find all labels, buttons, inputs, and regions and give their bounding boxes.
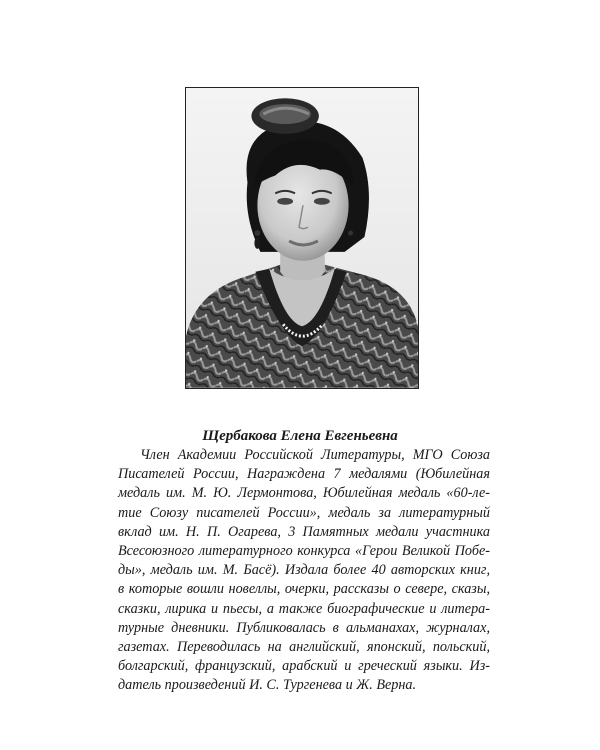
bio-line: Писателей России, Награждена 7 медалями (Юбилейная — [118, 466, 490, 483]
bio-line: ды», медаль им. М. Басё). Издала более 40 авторских книг, — [118, 562, 490, 579]
bio-line: тие Союзу писателей России», медаль за литературный — [118, 504, 490, 521]
bio-line: датель произведений И. С. Тургенева и Ж. Верна. — [118, 677, 417, 694]
bio-line: Всесоюзного литературного конкурса «Герои Великой Побе- — [118, 543, 490, 560]
bio-line: сказки, лирика и пьесы, а также биографические и литера- — [118, 600, 490, 617]
bio-line: болгарский, французский, арабский и греческий языки. Из- — [118, 658, 490, 675]
bio-line: Член Академии Российской Литературы, МГО Союза — [140, 447, 490, 463]
bio-line: в которые вошли новеллы, очерки, рассказы о севере, сказы, — [118, 581, 490, 598]
portrait-image — [186, 88, 418, 388]
author-name: Щербакова Елена Евгеньевна — [202, 428, 398, 444]
bio-line: вклад им. Н. П. Огарева, 3 Памятных медали участника — [118, 523, 490, 540]
author-portrait — [185, 87, 419, 389]
bio-line: турные дневники. Публиковалась в альманахах, журналах, — [118, 619, 490, 636]
bio-line: газетах. Переводилась на английский, японский, польский, — [118, 639, 490, 656]
author-bio — [118, 446, 490, 696]
bio-line: медаль им. М. Ю. Лермонтова, Юбилейная медаль «60-ле- — [118, 485, 490, 502]
